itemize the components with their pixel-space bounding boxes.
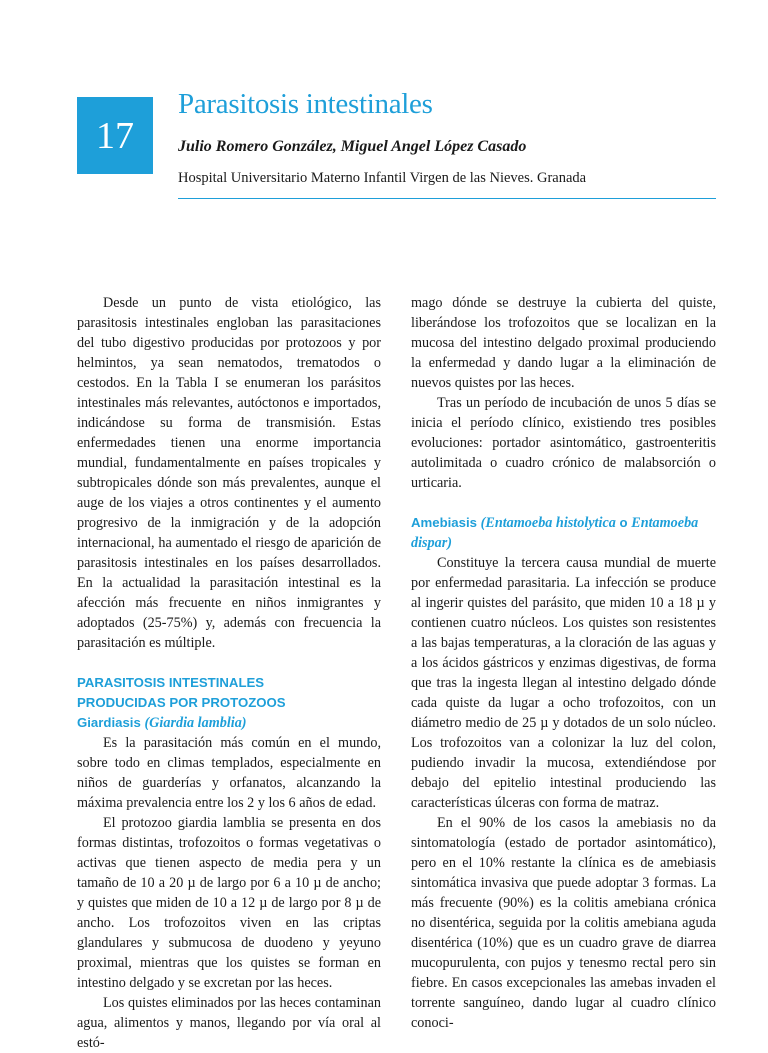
giardiasis-paragraph-1: Es la parasitación más común en el mundo, sobre todo en climas templados, especialmente en niños de guarderías y orfanatos, alcanzando la máxima prevalencia entre los 2 y los 6 años de edad. <box>77 735 381 811</box>
amebiasis-scientific-name-1: (Entamoeba histolytica <box>480 515 616 531</box>
right-column <box>411 293 716 1033</box>
giardiasis-heading-text: Giardiasis <box>77 715 141 730</box>
header-divider <box>178 198 716 199</box>
chapter-number: 17 <box>96 114 134 157</box>
section-heading-line-1: PARASITOSIS INTESTINALES <box>77 675 265 690</box>
amebiasis-paragraph-1: Constituye la tercera causa mundial de muerte por enfermedad parasitaria. La infección se produce al ingerir quistes del parásito, que miden 10 a 18 µ y contienen cuatro núcleos. Los quistes son resistentes a las bajas temperaturas, a la cloración de las aguas y a los ácidos gástricos y enzimas digestivas, de forma que tras la ingesta llegan al intestino delgado dónde cada quiste da lugar a ocho trofozoitos, con un diámetro medio de 25 µ y dotados de un solo núcleo. Los trofozoitos van a colonizar la luz del colon, pudiendo invadir la mucosa, extendiéndose por debajo del epitelio intestinal produciendo las características úlceras con forma de matraz. <box>411 555 716 811</box>
amebiasis-scientific-name-2: Entamoeba dispar) <box>411 515 699 551</box>
section-heading-line-2: PRODUCIDAS POR PROTOZOOS <box>77 695 286 710</box>
giardiasis-continued-paragraph: mago dónde se destruye la cubierta del quiste, liberándose los trofozoitos que se localizan en la mucosa del intestino delgado proximal produciendo la enfermedad y dando lugar a la eliminación de nuevos quistes por las heces. <box>411 295 716 391</box>
amebiasis-heading <box>411 513 716 553</box>
chapter-title: Parasitosis intestinales <box>178 88 433 120</box>
amebiasis-paragraph-2: En el 90% de los casos la amebiasis no da sintomatología (estado de portador asintomático), pero en el 10% restante la clínica es de amebiasis sintomática invasiva que puede adoptar 3 formas. La más frecuente (90%) es la colitis amebiana crónica no disentérica, seguida por la colitis amebiana aguda disentérica (10%) que es un cuadro grave de diarrea mucopurulenta, con pujos y tenesmo rectal pero sin fiebre. En casos excepcionales las amebas invaden el torrente sanguíneo, dando lugar al cuadro clínico conoci- <box>411 815 716 1031</box>
left-column <box>77 293 381 1053</box>
giardiasis-heading <box>77 713 381 733</box>
giardiasis-scientific-name: (Giardia lamblia) <box>144 715 247 731</box>
amebiasis-connector: o <box>619 515 628 530</box>
giardiasis-clinical-paragraph: Tras un período de incubación de unos 5 días se inicia el período clínico, existiendo tres posibles evoluciones: portador asintomático, gastroenteritis autolimitada o cuadro crónico de malabsorción o urticaria. <box>411 395 716 491</box>
authors: Julio Romero González, Miguel Angel López Casado <box>178 138 527 155</box>
affiliation: Hospital Universitario Materno Infantil Virgen de las Nieves. Granada <box>178 170 587 186</box>
giardiasis-paragraph-3: Los quistes eliminados por las heces contaminan agua, alimentos y manos, llegando por vía oral al estó- <box>77 995 381 1051</box>
amebiasis-heading-text: Amebiasis <box>411 515 477 530</box>
giardiasis-paragraph-2: El protozoo giardia lamblia se presenta en dos formas distintas, trofozoitos o formas vegetativas o activas que tienen aspecto de media pera y un tamaño de 10 a 20 µ de largo por 6 a 10 µ de ancho; y quistes que miden de 10 a 12 µ de largo por 8 µ de ancho. Los trofozoitos viven en las criptas glandulares y submucosa de duodeno y yeyuno proximal, mientras que los quistes se forman en intestino delgado y se excretan por las heces. <box>77 815 381 991</box>
chapter-number-badge <box>77 97 153 174</box>
intro-paragraph: Desde un punto de vista etiológico, las parasitosis intestinales engloban las parasitaciones del tubo digestivo producidas por protozoos y por helmintos, ya sean nematodos, trematodos o cestodos. En la Tabla I se enumeran los parásitos intestinales más relevantes, autóctonos e importados, indicándose su forma de transmisión. Estas enfermedades tienen una enorme importancia mundial, fundamentalmente en países tropicales y subtropicales dónde son más prevalentes, aunque el auge de los viajes a otros continentes y el aumento progresivo de la inmigración y de la adopción internacional, ha aumentado el riesgo de aparición de parasitosis intestinales en los países desarrollados. En la actualidad la parasitación intestinal es la afección más frecuente en niños inmigrantes y adoptados (25-75%) y, además con frecuencia la parasitación es múltiple. <box>77 295 381 651</box>
